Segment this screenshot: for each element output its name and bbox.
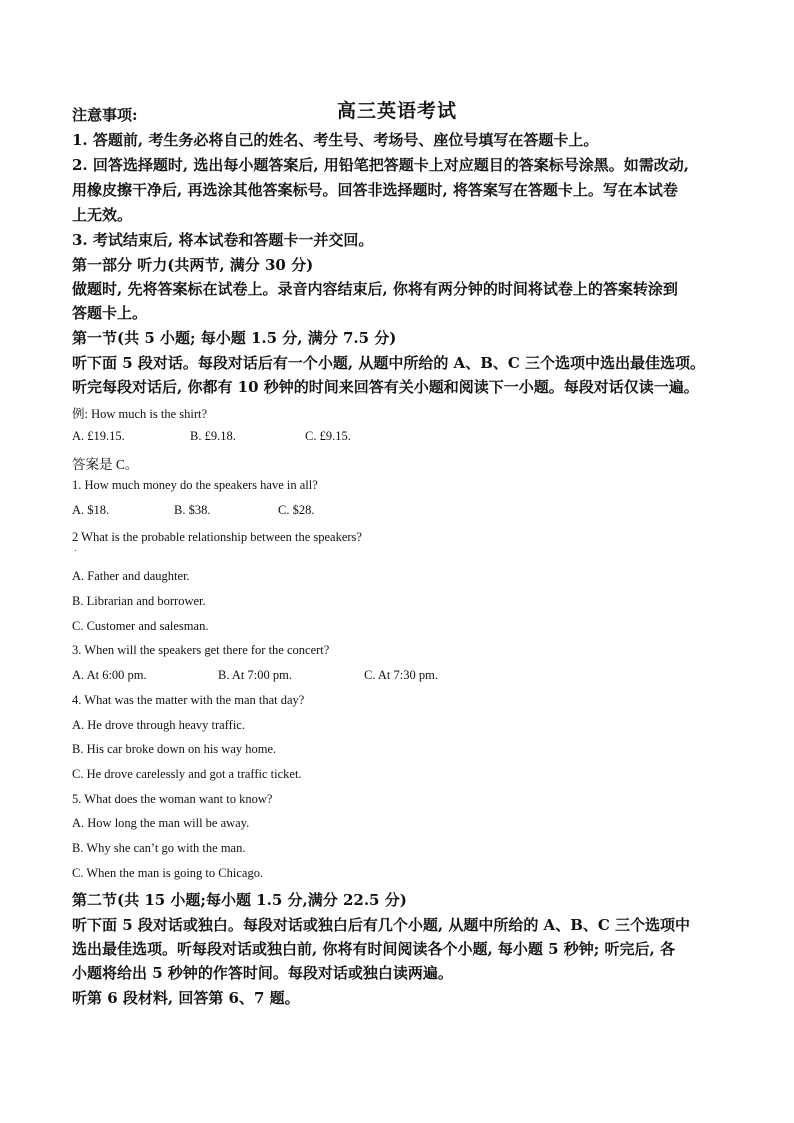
question-1: 1. How much money do the speakers have in all? (72, 478, 318, 492)
notice-heading: 注意事项: (72, 106, 138, 124)
q1-option-a: A. $18. (72, 503, 110, 517)
q4-option-a: A. He drove through heavy traffic. (72, 718, 245, 732)
page-title: 高三英语考试 (336, 100, 457, 122)
q1-option-c: C. $28. (278, 503, 315, 517)
example-option-a: A. £19.15. (72, 429, 125, 443)
question-3: 3. When will the speakers get there for the concert? (72, 643, 330, 657)
example-options (72, 429, 351, 444)
q3-option-b: B. At 7:00 pm. (218, 668, 292, 682)
section1-intro-line-2: 听完每段对话后, 你都有 10 秒钟的时间来回答有关小题和阅读下一小题。每段对话仅读一遍。 (72, 378, 699, 396)
section2-intro-line-1: 听下面 5 段对话或独白。每段对话或独白后有几个小题, 从题中所给的 A、B、C 三个选项中 (72, 916, 691, 934)
example-option-c: C. £9.15. (305, 429, 351, 443)
q2-option-c: C. Customer and salesman. (72, 619, 209, 633)
q2-option-b: B. Librarian and borrower. (72, 594, 206, 608)
q3-option-c: C. At 7:30 pm. (364, 668, 438, 682)
section2-heading: 第二节(共 15 小题;每小题 1.5 分,满分 22.5 分) (72, 891, 407, 909)
example-question: 例: How much is the shirt? (72, 407, 208, 421)
notice-item-2-line-2: 用橡皮擦干净后, 再选涂其他答案标号。回答非选择题时, 将答案写在答题卡上。写在本试卷 (72, 181, 678, 199)
section2-intro-line-2: 选出最佳选项。听每段对话或独白前, 你将有时间阅读各个小题, 每小题 5 秒钟; 听完后, 各 (72, 940, 675, 958)
question-1-options (72, 503, 314, 518)
notice-item-2-line-3: 上无效。 (72, 206, 133, 224)
q4-option-c: C. He drove carelessly and got a traffic ticket. (72, 767, 302, 781)
question-4: 4. What was the matter with the man that day? (72, 693, 305, 707)
question-3-options (72, 668, 438, 683)
q5-option-a: A. How long the man will be away. (72, 816, 250, 830)
section1-heading: 第一节(共 5 小题; 每小题 1.5 分, 满分 7.5 分) (72, 329, 397, 347)
question-5: 5. What does the woman want to know? (72, 792, 273, 806)
question-2: 2 What is the probable relationship between the speakers? (72, 530, 362, 544)
q4-option-b: B. His car broke down on his way home. (72, 742, 277, 756)
section2-intro-line-3: 小题将给出 5 秒钟的作答时间。每段对话或独白读两遍。 (72, 964, 453, 982)
example-option-b: B. £9.18. (190, 429, 236, 443)
part1-heading: 第一部分 听力(共两节, 满分 30 分) (72, 256, 314, 274)
notice-item-1: 1. 答题前, 考生务必将自己的姓名、考生号、考场号、座位号填写在答题卡上。 (72, 131, 599, 149)
example-answer: 答案是 C。 (72, 457, 139, 472)
material-6-instruction: 听第 6 段材料, 回答第 6、7 题。 (72, 989, 300, 1007)
section1-intro-line-1: 听下面 5 段对话。每段对话后有一个小题, 从题中所给的 A、B、C 三个选项中选出最佳选项。 (72, 354, 706, 372)
q3-option-a: A. At 6:00 pm. (72, 668, 147, 682)
q2-option-a: A. Father and daughter. (72, 569, 190, 583)
part1-intro-line-1: 做题时, 先将答案标在试卷上。录音内容结束后, 你将有两分钟的时间将试卷上的答案转涂到 (72, 280, 678, 298)
notice-item-3: 3. 考试结束后, 将本试卷和答题卡一并交回。 (72, 231, 374, 249)
notice-item-2-line-1: 2. 回答选择题时, 选出每小题答案后, 用铅笔把答题卡上对应题目的答案标号涂黑。如需改动, (72, 156, 689, 174)
q5-option-c: C. When the man is going to Chicago. (72, 866, 264, 880)
question-2-mark: . (74, 544, 77, 553)
part1-intro-line-2: 答题卡上。 (72, 304, 148, 322)
q1-option-b: B. $38. (174, 503, 211, 517)
q5-option-b: B. Why she can’t go with the man. (72, 841, 246, 855)
